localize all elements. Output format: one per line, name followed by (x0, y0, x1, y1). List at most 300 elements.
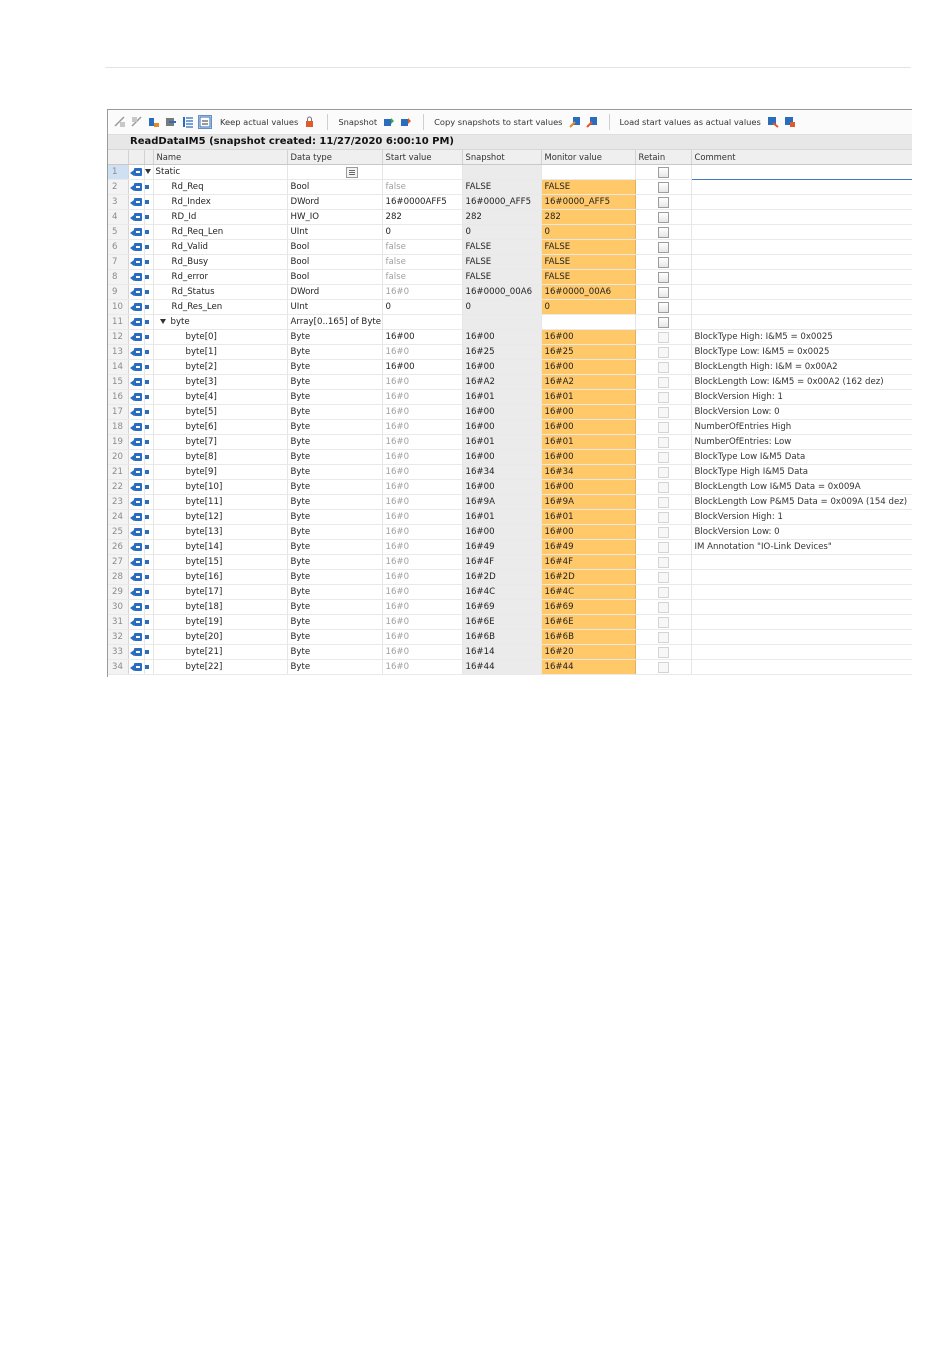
table-row[interactable] (108, 630, 912, 645)
retain-checkbox[interactable] (658, 167, 669, 178)
table-row[interactable] (108, 600, 912, 615)
variable-name: byte[13] (185, 527, 223, 537)
monitor-value-cell (541, 165, 635, 180)
row-number: 19 (108, 435, 128, 450)
snapshot-cell: 16#44 (462, 660, 541, 675)
static-var-icon (130, 348, 142, 356)
start-value-cell[interactable]: 16#0 (382, 585, 462, 600)
static-var-icon (130, 438, 142, 446)
collapse-arrow-icon[interactable] (160, 319, 166, 324)
start-value-cell[interactable]: 16#0 (382, 645, 462, 660)
comment-cell[interactable] (691, 615, 912, 630)
table-row[interactable] (108, 330, 912, 345)
table-row[interactable] (108, 510, 912, 525)
variable-name: byte[22] (185, 662, 223, 672)
start-value-cell[interactable] (382, 315, 462, 330)
comment-cell[interactable] (691, 570, 912, 585)
static-var-icon (130, 483, 142, 491)
comment-cell[interactable] (691, 300, 912, 315)
comment-cell[interactable] (691, 165, 912, 180)
table-row[interactable] (108, 570, 912, 585)
comment-cell[interactable]: BlockVersion Low: 0 (691, 405, 912, 420)
snapshot-icon[interactable] (383, 116, 395, 128)
data-type-cell[interactable]: Byte (287, 390, 382, 405)
variable-name: byte[6] (185, 422, 217, 432)
table-row[interactable] (108, 540, 912, 555)
static-var-icon (130, 663, 142, 671)
retain-checkbox[interactable] (658, 302, 669, 313)
retain-checkbox[interactable] (658, 437, 669, 448)
snapshot-cell: 16#9A (462, 495, 541, 510)
snapshot-all-icon[interactable] (400, 116, 412, 128)
element-marker-icon (145, 515, 149, 519)
snapshot-cell: 16#00 (462, 420, 541, 435)
start-value-cell[interactable]: 16#0000AFF5 (382, 195, 462, 210)
comment-cell[interactable] (691, 180, 912, 195)
variable-name: byte[19] (185, 617, 223, 627)
start-value-cell[interactable]: 16#0 (382, 285, 462, 300)
row-number: 17 (108, 405, 128, 420)
comment-cell[interactable] (691, 240, 912, 255)
data-type-cell[interactable]: DWord (287, 195, 382, 210)
data-type-cell[interactable]: Byte (287, 510, 382, 525)
row-number: 12 (108, 330, 128, 345)
start-value-cell[interactable]: 16#0 (382, 405, 462, 420)
start-value-cell[interactable]: 16#0 (382, 480, 462, 495)
table-row[interactable] (108, 465, 912, 480)
row-number: 9 (108, 285, 128, 300)
table-row[interactable] (108, 225, 912, 240)
comment-cell[interactable]: NumberOfEntries: Low (691, 435, 912, 450)
monitor-value-cell: 16#01 (541, 510, 635, 525)
variable-name: byte[12] (185, 512, 223, 522)
start-value-cell[interactable]: 16#0 (382, 600, 462, 615)
table-row[interactable] (108, 390, 912, 405)
retain-checkbox[interactable] (658, 287, 669, 298)
monitor-all-icon[interactable] (199, 116, 211, 128)
start-value-cell[interactable]: 16#0 (382, 420, 462, 435)
data-type-cell[interactable]: Byte (287, 600, 382, 615)
data-type-cell[interactable]: Byte (287, 465, 382, 480)
col-name[interactable]: Name (153, 150, 287, 165)
comment-cell[interactable]: IM Annotation "IO-Link Devices" (691, 540, 912, 555)
static-var-icon (130, 288, 142, 296)
collapse-arrow-icon[interactable] (145, 169, 151, 174)
comment-cell[interactable]: BlockLength Low I&M5 Data = 0x009A (691, 480, 912, 495)
element-marker-icon (145, 200, 149, 204)
table-row[interactable] (108, 210, 912, 225)
comment-cell[interactable] (691, 285, 912, 300)
comment-cell[interactable]: BlockType High: I&M5 = 0x0025 (691, 330, 912, 345)
retain-checkbox[interactable] (658, 362, 669, 373)
table-row[interactable] (108, 240, 912, 255)
retain-checkbox[interactable] (658, 242, 669, 253)
monitor-value-cell: 16#00 (541, 420, 635, 435)
variable-name: Rd_error (171, 272, 209, 282)
element-marker-icon (145, 215, 149, 219)
element-marker-icon (145, 530, 149, 534)
variable-name: byte[17] (185, 587, 223, 597)
retain-checkbox[interactable] (658, 512, 669, 523)
snapshot-cell: 16#6E (462, 615, 541, 630)
retain-checkbox[interactable] (658, 602, 669, 613)
retain-checkbox[interactable] (658, 557, 669, 568)
table-row[interactable] (108, 585, 912, 600)
row-number: 1 (108, 165, 128, 180)
table-row[interactable] (108, 405, 912, 420)
retain-checkbox[interactable] (658, 212, 669, 223)
table-row[interactable] (108, 660, 912, 675)
variable-name: Rd_Req (171, 182, 204, 192)
comment-cell[interactable] (691, 210, 912, 225)
expand-all-icon[interactable] (148, 116, 160, 128)
element-marker-icon (145, 485, 149, 489)
retain-checkbox[interactable] (658, 422, 669, 433)
variable-name: byte[7] (185, 437, 217, 447)
table-row[interactable] (108, 300, 912, 315)
row-number: 16 (108, 390, 128, 405)
start-value-cell[interactable]: 16#0 (382, 660, 462, 675)
row-number: 30 (108, 600, 128, 615)
element-marker-icon (145, 455, 149, 459)
start-value-cell[interactable]: false (382, 240, 462, 255)
snapshot-cell: 0 (462, 225, 541, 240)
monitor-value-cell: 282 (541, 210, 635, 225)
data-type-cell[interactable]: Byte (287, 660, 382, 675)
table-row[interactable] (108, 420, 912, 435)
snapshot-cell: 16#00 (462, 360, 541, 375)
comment-cell[interactable] (691, 630, 912, 645)
retain-checkbox[interactable] (658, 587, 669, 598)
start-value-cell[interactable]: 16#0 (382, 630, 462, 645)
start-value-cell[interactable]: 16#0 (382, 540, 462, 555)
variable-name: Rd_Busy (171, 257, 209, 267)
element-marker-icon (145, 545, 149, 549)
row-number: 22 (108, 480, 128, 495)
start-value-cell[interactable]: false (382, 255, 462, 270)
retain-checkbox[interactable] (658, 467, 669, 478)
table-row[interactable] (108, 165, 912, 180)
monitor-value-cell: 16#01 (541, 435, 635, 450)
static-var-icon (130, 213, 142, 221)
static-var-icon (130, 423, 142, 431)
comment-cell[interactable] (691, 315, 912, 330)
data-type-cell[interactable]: Byte (287, 615, 382, 630)
variable-name: byte[20] (185, 632, 223, 642)
data-type-cell[interactable]: Byte (287, 450, 382, 465)
start-value-cell[interactable]: 16#0 (382, 465, 462, 480)
col-snapshot[interactable]: Snapshot (462, 150, 541, 165)
add-row-icon[interactable] (131, 116, 143, 128)
static-var-icon (130, 453, 142, 461)
start-value-cell[interactable]: 16#0 (382, 435, 462, 450)
snapshot-cell: 16#00 (462, 450, 541, 465)
static-var-icon (130, 558, 142, 566)
comment-cell[interactable]: BlockVersion Low: 0 (691, 525, 912, 540)
retain-checkbox[interactable] (658, 257, 669, 268)
table-row[interactable] (108, 615, 912, 630)
start-value-cell[interactable]: 282 (382, 210, 462, 225)
snapshot-cell: FALSE (462, 180, 541, 195)
monitor-value-cell: 16#49 (541, 540, 635, 555)
comment-cell[interactable] (691, 270, 912, 285)
data-type-cell[interactable]: HW_IO (287, 210, 382, 225)
retain-checkbox[interactable] (658, 407, 669, 418)
table-row[interactable] (108, 435, 912, 450)
data-type-cell[interactable] (287, 165, 382, 180)
table-row[interactable] (108, 345, 912, 360)
retain-checkbox[interactable] (658, 347, 669, 358)
monitor-value-cell: 16#2D (541, 570, 635, 585)
insert-row-icon[interactable] (114, 116, 126, 128)
element-marker-icon (145, 650, 149, 654)
table-row[interactable] (108, 195, 912, 210)
copy-snapshot-icon[interactable] (569, 116, 581, 128)
retain-checkbox[interactable] (658, 572, 669, 583)
col-start-value[interactable]: Start value (382, 150, 462, 165)
comment-cell[interactable]: BlockType High I&M5 Data (691, 465, 912, 480)
snapshot-cell: 16#34 (462, 465, 541, 480)
comment-cell[interactable]: NumberOfEntries High (691, 420, 912, 435)
row-number: 27 (108, 555, 128, 570)
retain-checkbox[interactable] (658, 377, 669, 388)
row-number: 25 (108, 525, 128, 540)
element-marker-icon (145, 230, 149, 234)
comment-cell[interactable] (691, 555, 912, 570)
table-row[interactable] (108, 285, 912, 300)
element-marker-icon (145, 395, 149, 399)
data-type-cell[interactable]: Byte (287, 330, 382, 345)
monitor-value-cell: 16#00 (541, 405, 635, 420)
static-var-icon (130, 393, 142, 401)
load-start-values-icon[interactable] (767, 116, 779, 128)
comment-cell[interactable]: BlockVersion High: 1 (691, 510, 912, 525)
data-type-cell[interactable]: Byte (287, 585, 382, 600)
col-comment[interactable]: Comment (691, 150, 912, 165)
table-row[interactable] (108, 375, 912, 390)
keep-actual-values-label: Keep actual values (220, 117, 299, 127)
col-retain[interactable]: Retain (635, 150, 691, 165)
monitor-value-cell: 16#34 (541, 465, 635, 480)
start-value-cell[interactable]: false (382, 270, 462, 285)
variable-name: Static (155, 167, 181, 177)
comment-cell[interactable]: BlockVersion High: 1 (691, 390, 912, 405)
data-type-cell[interactable]: Byte (287, 645, 382, 660)
data-type-cell[interactable]: Byte (287, 555, 382, 570)
static-var-icon (130, 468, 142, 476)
snapshot-cell: 16#00 (462, 480, 541, 495)
snapshot-cell: FALSE (462, 255, 541, 270)
copy-snapshot-all-icon[interactable] (586, 116, 598, 128)
data-type-cell[interactable]: Byte (287, 360, 382, 375)
snapshot-cell: 16#01 (462, 390, 541, 405)
row-number: 3 (108, 195, 128, 210)
monitor-value-cell: 16#00 (541, 330, 635, 345)
start-value-cell[interactable]: 16#0 (382, 390, 462, 405)
data-type-cell[interactable]: Bool (287, 270, 382, 285)
start-value-cell[interactable]: 16#0 (382, 570, 462, 585)
retain-checkbox[interactable] (658, 227, 669, 238)
retain-checkbox[interactable] (658, 452, 669, 463)
static-var-icon (130, 243, 142, 251)
start-value-cell[interactable]: 16#0 (382, 450, 462, 465)
variable-name: RD_Id (171, 212, 197, 222)
retain-checkbox[interactable] (658, 182, 669, 193)
row-number: 33 (108, 645, 128, 660)
snapshot-cell: 16#6B (462, 630, 541, 645)
list-view-icon[interactable] (182, 116, 194, 128)
comment-cell[interactable] (691, 645, 912, 660)
start-value-cell[interactable]: 16#0 (382, 495, 462, 510)
snapshot-cell: 0 (462, 300, 541, 315)
keep-actual-values-icon[interactable] (304, 116, 316, 128)
table-row[interactable] (108, 645, 912, 660)
table-row[interactable] (108, 480, 912, 495)
comment-cell[interactable]: BlockType Low I&M5 Data (691, 450, 912, 465)
monitor-value-cell: 16#20 (541, 645, 635, 660)
retain-checkbox[interactable] (658, 527, 669, 538)
table-row[interactable] (108, 495, 912, 510)
data-type-cell[interactable]: Byte (287, 630, 382, 645)
start-value-cell[interactable] (382, 165, 462, 180)
retain-checkbox[interactable] (658, 197, 669, 208)
snapshot-cell (462, 315, 541, 330)
collapse-all-icon[interactable] (165, 116, 177, 128)
start-value-cell[interactable]: 16#0 (382, 525, 462, 540)
retain-checkbox[interactable] (658, 497, 669, 508)
variable-name: byte[9] (185, 467, 217, 477)
element-marker-icon (145, 410, 149, 414)
comment-cell[interactable]: BlockLength Low: I&M5 = 0x00A2 (162 dez) (691, 375, 912, 390)
load-start-values-all-icon[interactable] (784, 116, 796, 128)
data-type-cell[interactable]: Bool (287, 180, 382, 195)
table-row[interactable] (108, 360, 912, 375)
start-value-cell[interactable]: 16#0 (382, 555, 462, 570)
comment-cell[interactable]: BlockLength Low P&M5 Data = 0x009A (154 dez) (691, 495, 912, 510)
variable-table (108, 150, 912, 675)
data-type-cell[interactable]: UInt (287, 300, 382, 315)
data-type-cell[interactable]: Bool (287, 255, 382, 270)
data-type-cell[interactable]: Byte (287, 525, 382, 540)
data-type-cell[interactable]: Bool (287, 240, 382, 255)
monitor-value-cell: FALSE (541, 255, 635, 270)
start-value-cell[interactable]: 16#0 (382, 375, 462, 390)
variable-name: Rd_Valid (171, 242, 208, 252)
comment-cell[interactable] (691, 600, 912, 615)
data-type-cell[interactable]: Byte (287, 540, 382, 555)
table-row[interactable] (108, 555, 912, 570)
monitor-value-cell: 16#A2 (541, 375, 635, 390)
col-monitor-value[interactable]: Monitor value (541, 150, 635, 165)
snapshot-cell: 16#49 (462, 540, 541, 555)
comment-cell[interactable] (691, 255, 912, 270)
static-var-icon (130, 258, 142, 266)
retain-checkbox[interactable] (658, 392, 669, 403)
col-data-type[interactable]: Data type (287, 150, 382, 165)
element-marker-icon (145, 500, 149, 504)
variable-name: Rd_Res_Len (171, 302, 223, 312)
data-type-browse-button[interactable] (346, 167, 358, 178)
data-type-cell[interactable]: Byte (287, 495, 382, 510)
snapshot-cell: FALSE (462, 240, 541, 255)
element-marker-icon (145, 350, 149, 354)
element-marker-icon (145, 305, 149, 309)
retain-checkbox[interactable] (658, 482, 669, 493)
start-value-cell[interactable]: 0 (382, 225, 462, 240)
snapshot-cell: 16#0000_00A6 (462, 285, 541, 300)
retain-checkbox[interactable] (658, 662, 669, 673)
data-type-cell[interactable]: DWord (287, 285, 382, 300)
monitor-value-cell: 16#6E (541, 615, 635, 630)
data-type-cell[interactable]: Byte (287, 420, 382, 435)
data-type-cell[interactable]: Byte (287, 435, 382, 450)
start-value-cell[interactable]: 16#00 (382, 330, 462, 345)
start-value-cell[interactable]: 16#0 (382, 510, 462, 525)
data-type-cell[interactable]: UInt (287, 225, 382, 240)
retain-checkbox[interactable] (658, 332, 669, 343)
table-row[interactable] (108, 270, 912, 285)
data-type-cell[interactable]: Array[0..165] of Byte (287, 315, 382, 330)
data-type-cell[interactable]: Byte (287, 480, 382, 495)
table-row[interactable] (108, 255, 912, 270)
table-body (108, 165, 912, 675)
static-var-icon (130, 648, 142, 656)
start-value-cell[interactable]: 16#00 (382, 360, 462, 375)
table-row[interactable] (108, 525, 912, 540)
row-number: 5 (108, 225, 128, 240)
static-var-icon (130, 273, 142, 281)
retain-checkbox[interactable] (658, 272, 669, 283)
data-type-cell[interactable]: Byte (287, 570, 382, 585)
element-marker-icon (145, 290, 149, 294)
comment-cell[interactable]: BlockType Low: I&M5 = 0x0025 (691, 345, 912, 360)
start-value-cell[interactable]: 0 (382, 300, 462, 315)
monitor-value-cell: 0 (541, 300, 635, 315)
element-marker-icon (145, 185, 149, 189)
variable-name: Rd_Status (171, 287, 215, 297)
retain-checkbox[interactable] (658, 617, 669, 628)
data-type-cell[interactable]: Byte (287, 345, 382, 360)
monitor-value-cell: FALSE (541, 180, 635, 195)
element-marker-icon (145, 335, 149, 339)
comment-cell[interactable] (691, 585, 912, 600)
comment-cell[interactable]: BlockLength High: I&M = 0x00A2 (691, 360, 912, 375)
retain-checkbox[interactable] (658, 542, 669, 553)
variable-name: byte[14] (185, 542, 223, 552)
row-number: 7 (108, 255, 128, 270)
retain-checkbox[interactable] (658, 647, 669, 658)
table-row[interactable] (108, 180, 912, 195)
retain-checkbox[interactable] (658, 632, 669, 643)
data-type-cell[interactable]: Byte (287, 405, 382, 420)
comment-cell[interactable] (691, 225, 912, 240)
comment-cell[interactable] (691, 195, 912, 210)
snapshot-cell: FALSE (462, 270, 541, 285)
element-marker-icon (145, 560, 149, 564)
data-type-cell[interactable]: Byte (287, 375, 382, 390)
table-row[interactable] (108, 450, 912, 465)
variable-name: byte (170, 317, 190, 327)
static-var-icon (130, 198, 142, 206)
table-row[interactable] (108, 315, 912, 330)
variable-name: byte[10] (185, 482, 223, 492)
variable-name: byte[8] (185, 452, 217, 462)
retain-checkbox[interactable] (658, 317, 669, 328)
comment-cell[interactable] (691, 660, 912, 675)
start-value-cell[interactable]: false (382, 180, 462, 195)
start-value-cell[interactable]: 16#0 (382, 615, 462, 630)
start-value-cell[interactable]: 16#0 (382, 345, 462, 360)
